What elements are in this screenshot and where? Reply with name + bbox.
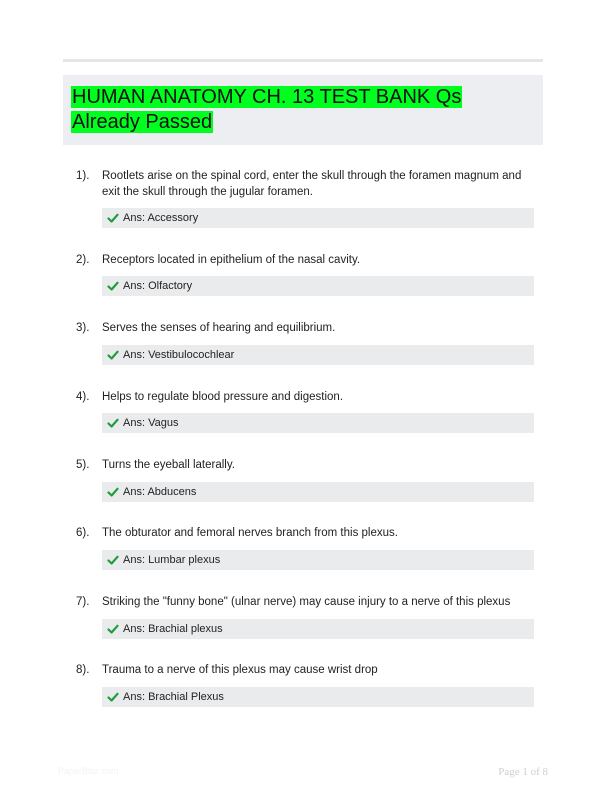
- answer-box: [102, 550, 534, 570]
- answer-text: Ans: Accessory: [123, 212, 199, 224]
- answer-text: Ans: Brachial Plexus: [123, 691, 224, 703]
- check-icon: [107, 280, 119, 292]
- question-number: 3).: [76, 322, 90, 334]
- answer-text: Ans: Olfactory: [123, 280, 193, 292]
- question-text: Helps to regulate blood pressure and digestion.: [102, 391, 344, 403]
- answer-text: Ans: Brachial plexus: [123, 623, 223, 635]
- answer-text: Ans: Vestibulocochlear: [123, 349, 235, 361]
- check-icon: [107, 623, 119, 635]
- check-icon: [107, 554, 119, 566]
- answer-box: [102, 619, 534, 639]
- answer-box: [102, 276, 534, 296]
- question-number: 6).: [76, 527, 90, 539]
- top-divider: [63, 59, 543, 62]
- check-icon: [107, 212, 119, 224]
- check-icon: [107, 349, 119, 361]
- answer-text: Ans: Vagus: [123, 417, 179, 429]
- answer-box: [102, 208, 534, 228]
- watermark-text: PaperBlitz.com: [58, 766, 119, 776]
- answer-box: [102, 345, 534, 365]
- answer-box: [102, 687, 534, 707]
- answer-text: Ans: Abducens: [123, 486, 197, 498]
- question-number: 1).: [76, 170, 90, 182]
- question-text: The obturator and femoral nerves branch from this plexus.: [102, 527, 398, 539]
- question-text: Striking the "funny bone" (ulnar nerve) may cause injury to a nerve of this plexus: [102, 596, 511, 608]
- answer-box: [102, 482, 534, 502]
- question-text: Serves the senses of hearing and equilibrium.: [102, 322, 336, 334]
- answer-text: Ans: Lumbar plexus: [123, 554, 221, 566]
- question-text: Turns the eyeball laterally.: [102, 459, 235, 471]
- check-icon: [107, 486, 119, 498]
- question-number: 8).: [76, 664, 90, 676]
- document-title-line-1: HUMAN ANATOMY CH. 13 TEST BANK Qs: [72, 86, 462, 108]
- question-text: Receptors located in epithelium of the nasal cavity.: [102, 254, 361, 266]
- answer-box: [102, 413, 534, 433]
- question-number: 7).: [76, 596, 90, 608]
- question-text: Trauma to a nerve of this plexus may cause wrist drop: [102, 664, 378, 676]
- question-text: Rootlets arise on the spinal cord, enter the skull through the foramen magnum and exit the skull through the jugular foramen.: [102, 170, 522, 198]
- check-icon: [107, 417, 119, 429]
- page-number: Page 1 of 8: [498, 766, 548, 778]
- document-title-box: [63, 75, 543, 145]
- question-number: 2).: [76, 254, 90, 266]
- question-number: 5).: [76, 459, 90, 471]
- check-icon: [107, 691, 119, 703]
- document-title-line-2: Already Passed: [72, 111, 213, 133]
- question-number: 4).: [76, 391, 90, 403]
